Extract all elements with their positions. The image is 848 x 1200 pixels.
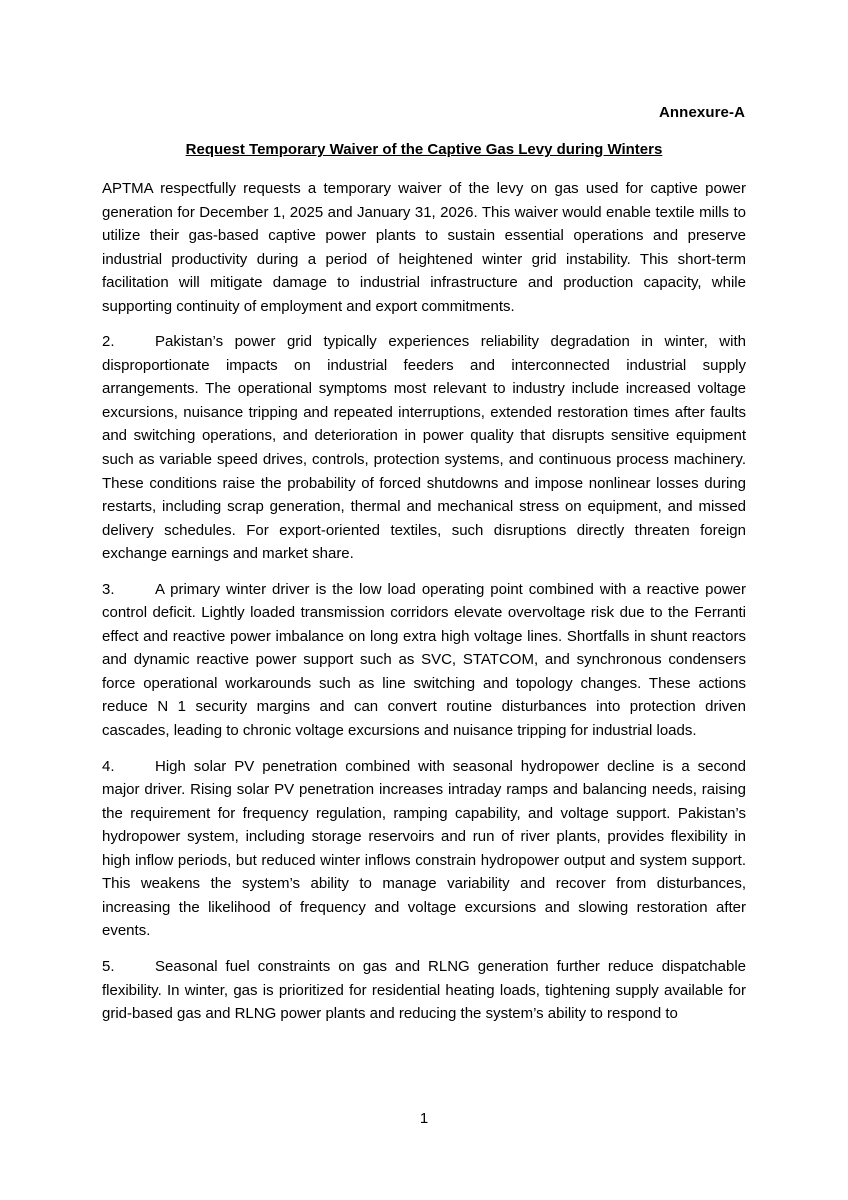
- paragraph-2-text: Pakistan’s power grid typically experiences reliability degradation in winter, with disproportionate impacts on industrial feeders and interconnected industrial supply arrangements. The operational symptoms most relevant to industry include increased voltage excursions, nuisance tripping and repeated interruptions, extended restoration times after faults and switching operations, and deterioration in power quality that disrupts sensitive equipment such as variable speed drives, controls, protection systems, and continuous process machinery. These conditions raise the probability of forced shutdowns and impose nonlinear losses during restarts, including scrap generation, thermal and mechanical stress on equipment, and missed delivery schedules. For export-oriented textiles, such disruptions directly threaten foreign exchange earnings and market share.: [102, 333, 746, 563]
- paragraph-5-text: Seasonal fuel constraints on gas and RLNG generation further reduce dispatchable flexibility. In winter, gas is prioritized for residential heating loads, tightening supply available for grid-based gas and RLNG power plants and reducing the system’s ability to respond to: [102, 957, 746, 1023]
- document-body: [102, 177, 746, 1038]
- page-number: 1: [419, 1110, 429, 1127]
- paragraph-5: [102, 955, 746, 1026]
- paragraph-3-number: 3.: [102, 580, 115, 598]
- document-title: Request Temporary Waiver of the Captive Gas Levy during Winters: [185, 141, 663, 158]
- paragraph-1: [102, 177, 746, 318]
- paragraph-2: [102, 330, 746, 565]
- paragraph-4-text: High solar PV penetration combined with seasonal hydropower decline is a second major driver. Rising solar PV penetration increases intraday ramps and balancing needs, raising the requirement for frequency regulation, ramping capability, and voltage support. Pakistan’s hydropower system, including storage reservoirs and run of river plants, provides flexibility in high inflow periods, but reduced winter inflows constrain hydropower output and system support. This weakens the system’s ability to manage variability and recover from disturbances, increasing the likelihood of frequency and voltage excursions and slowing restoration after events.: [102, 757, 746, 940]
- paragraph-4: [102, 755, 746, 943]
- annexure-label: Annexure-A: [658, 104, 745, 121]
- paragraph-3: [102, 578, 746, 743]
- paragraph-1-text: APTMA respectfully requests a temporary waiver of the levy on gas used for captive power generation for December 1, 2025 and January 31, 2026. This waiver would enable textile mills to utilize their gas-based captive power plants to sustain essential operations and preserve industrial productivity during a period of heightened winter grid instability. This short-term facilitation will mitigate damage to industrial infrastructure and production capacity, while supporting continuity of employment and export commitments.: [102, 180, 746, 315]
- paragraph-4-number: 4.: [102, 757, 115, 775]
- paragraph-2-number: 2.: [102, 333, 115, 351]
- paragraph-5-number: 5.: [102, 957, 115, 975]
- paragraph-3-text: A primary winter driver is the low load operating point combined with a reactive power control deficit. Lightly loaded transmission corridors elevate overvoltage risk due to the Ferranti effect and reactive power imbalance on long extra high voltage lines. Shortfalls in shunt reactors and dynamic reactive power support such as SVC, STATCOM, and synchronous condensers force operational workarounds such as line switching and topology changes. These actions reduce N 1 security margins and can convert routine disturbances into protection driven cascades, leading to chronic voltage excursions and nuisance tripping for industrial loads.: [102, 580, 746, 740]
